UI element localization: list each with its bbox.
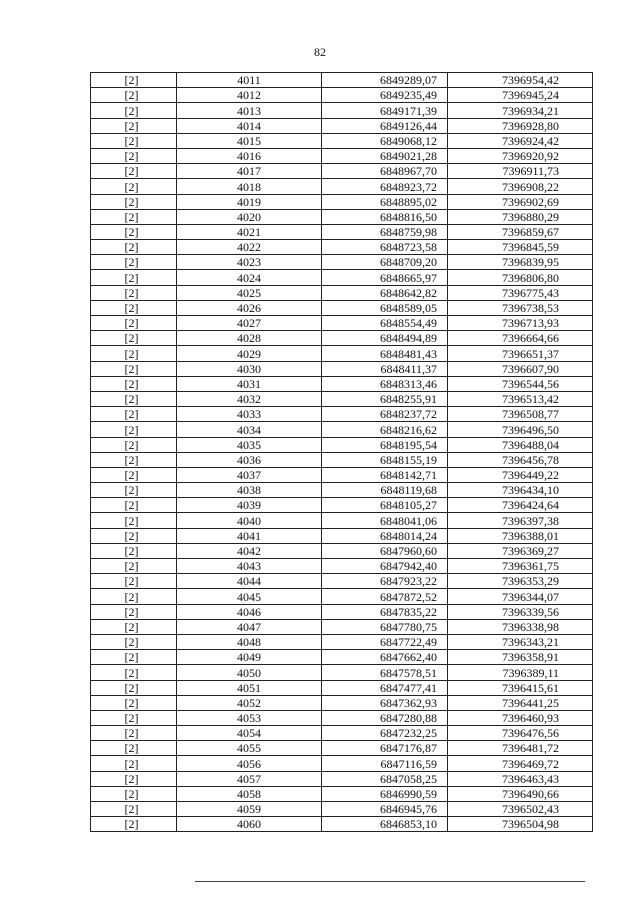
reference-cell: [2] — [91, 194, 177, 209]
table-row — [91, 802, 593, 817]
x-coordinate-cell: 6849235,49 — [322, 88, 448, 103]
table-row — [91, 665, 593, 680]
reference-cell: [2] — [91, 771, 177, 786]
reference-cell: [2] — [91, 680, 177, 695]
x-coordinate-cell: 6847232,25 — [322, 726, 448, 741]
reference-cell: [2] — [91, 741, 177, 756]
reference-cell: [2] — [91, 483, 177, 498]
table-row — [91, 164, 593, 179]
reference-cell: [2] — [91, 498, 177, 513]
point-number-cell: 4048 — [177, 634, 322, 649]
reference-cell: [2] — [91, 255, 177, 270]
point-number-cell: 4032 — [177, 391, 322, 406]
x-coordinate-cell: 6848255,91 — [322, 391, 448, 406]
table-row — [91, 361, 593, 376]
table-row — [91, 391, 593, 406]
y-coordinate-cell: 7396775,43 — [448, 285, 593, 300]
x-coordinate-cell: 6848816,50 — [322, 209, 448, 224]
point-number-cell: 4023 — [177, 255, 322, 270]
x-coordinate-cell: 6848313,46 — [322, 376, 448, 391]
point-number-cell: 4036 — [177, 452, 322, 467]
x-coordinate-cell: 6849171,39 — [322, 103, 448, 118]
point-number-cell: 4017 — [177, 164, 322, 179]
x-coordinate-cell: 6848105,27 — [322, 498, 448, 513]
point-number-cell: 4024 — [177, 270, 322, 285]
y-coordinate-cell: 7396911,73 — [448, 164, 593, 179]
x-coordinate-cell: 6847578,51 — [322, 665, 448, 680]
x-coordinate-cell: 6847280,88 — [322, 710, 448, 725]
table-row — [91, 619, 593, 634]
table-row — [91, 528, 593, 543]
reference-cell: [2] — [91, 695, 177, 710]
x-coordinate-cell: 6847662,40 — [322, 650, 448, 665]
table-row — [91, 88, 593, 103]
x-coordinate-cell: 6847923,22 — [322, 574, 448, 589]
reference-cell: [2] — [91, 817, 177, 832]
table-row — [91, 240, 593, 255]
table-row — [91, 771, 593, 786]
reference-cell: [2] — [91, 316, 177, 331]
point-number-cell: 4049 — [177, 650, 322, 665]
x-coordinate-cell: 6848895,02 — [322, 194, 448, 209]
y-coordinate-cell: 7396924,42 — [448, 133, 593, 148]
y-coordinate-cell: 7396508,77 — [448, 407, 593, 422]
reference-cell: [2] — [91, 422, 177, 437]
reference-cell: [2] — [91, 391, 177, 406]
table-row — [91, 741, 593, 756]
x-coordinate-cell: 6848589,05 — [322, 300, 448, 315]
y-coordinate-cell: 7396908,22 — [448, 179, 593, 194]
x-coordinate-cell: 6847176,87 — [322, 741, 448, 756]
reference-cell: [2] — [91, 786, 177, 801]
y-coordinate-cell: 7396544,56 — [448, 376, 593, 391]
table-row — [91, 103, 593, 118]
point-number-cell: 4045 — [177, 589, 322, 604]
x-coordinate-cell: 6847835,22 — [322, 604, 448, 619]
table-row — [91, 179, 593, 194]
x-coordinate-cell: 6848041,06 — [322, 513, 448, 528]
point-number-cell: 4016 — [177, 148, 322, 163]
y-coordinate-cell: 7396513,42 — [448, 391, 593, 406]
table-row — [91, 589, 593, 604]
reference-cell: [2] — [91, 604, 177, 619]
y-coordinate-cell: 7396504,98 — [448, 817, 593, 832]
x-coordinate-cell: 6848642,82 — [322, 285, 448, 300]
table-row — [91, 118, 593, 133]
x-coordinate-cell: 6848155,19 — [322, 452, 448, 467]
y-coordinate-cell: 7396339,56 — [448, 604, 593, 619]
point-number-cell: 4018 — [177, 179, 322, 194]
point-number-cell: 4040 — [177, 513, 322, 528]
point-number-cell: 4034 — [177, 422, 322, 437]
x-coordinate-cell: 6848759,98 — [322, 224, 448, 239]
point-number-cell: 4050 — [177, 665, 322, 680]
y-coordinate-cell: 7396338,98 — [448, 619, 593, 634]
point-number-cell: 4028 — [177, 331, 322, 346]
table-row — [91, 255, 593, 270]
reference-cell: [2] — [91, 118, 177, 133]
x-coordinate-cell: 6848142,71 — [322, 467, 448, 482]
y-coordinate-cell: 7396664,66 — [448, 331, 593, 346]
reference-cell: [2] — [91, 528, 177, 543]
table-row — [91, 133, 593, 148]
y-coordinate-cell: 7396806,80 — [448, 270, 593, 285]
y-coordinate-cell: 7396859,67 — [448, 224, 593, 239]
table-row — [91, 513, 593, 528]
table-row — [91, 316, 593, 331]
page-number: 82 — [314, 45, 326, 59]
bottom-divider — [195, 881, 585, 882]
reference-cell: [2] — [91, 543, 177, 558]
reference-cell: [2] — [91, 240, 177, 255]
table-row — [91, 300, 593, 315]
reference-cell: [2] — [91, 559, 177, 574]
point-number-cell: 4052 — [177, 695, 322, 710]
x-coordinate-cell: 6847477,41 — [322, 680, 448, 695]
y-coordinate-cell: 7396928,80 — [448, 118, 593, 133]
y-coordinate-cell: 7396607,90 — [448, 361, 593, 376]
point-number-cell: 4060 — [177, 817, 322, 832]
reference-cell: [2] — [91, 710, 177, 725]
y-coordinate-cell: 7396481,72 — [448, 741, 593, 756]
table-row — [91, 695, 593, 710]
x-coordinate-cell: 6848709,20 — [322, 255, 448, 270]
table-row — [91, 817, 593, 832]
table-row — [91, 786, 593, 801]
point-number-cell: 4038 — [177, 483, 322, 498]
reference-cell: [2] — [91, 133, 177, 148]
y-coordinate-cell: 7396369,27 — [448, 543, 593, 558]
y-coordinate-cell: 7396713,93 — [448, 316, 593, 331]
reference-cell: [2] — [91, 619, 177, 634]
x-coordinate-cell: 6847116,59 — [322, 756, 448, 771]
table-row — [91, 634, 593, 649]
x-coordinate-cell: 6846990,59 — [322, 786, 448, 801]
x-coordinate-cell: 6848967,70 — [322, 164, 448, 179]
point-number-cell: 4011 — [177, 73, 322, 88]
x-coordinate-cell: 6849068,12 — [322, 133, 448, 148]
x-coordinate-cell: 6848195,54 — [322, 437, 448, 452]
point-number-cell: 4059 — [177, 802, 322, 817]
reference-cell: [2] — [91, 650, 177, 665]
table-row — [91, 650, 593, 665]
coordinates-table — [90, 72, 593, 832]
table-row — [91, 376, 593, 391]
y-coordinate-cell: 7396463,43 — [448, 771, 593, 786]
table-row — [91, 726, 593, 741]
point-number-cell: 4047 — [177, 619, 322, 634]
point-number-cell: 4026 — [177, 300, 322, 315]
reference-cell: [2] — [91, 407, 177, 422]
reference-cell: [2] — [91, 331, 177, 346]
point-number-cell: 4031 — [177, 376, 322, 391]
table-row — [91, 498, 593, 513]
x-coordinate-cell: 6848665,97 — [322, 270, 448, 285]
reference-cell: [2] — [91, 148, 177, 163]
table-row — [91, 710, 593, 725]
x-coordinate-cell: 6847942,40 — [322, 559, 448, 574]
point-number-cell: 4055 — [177, 741, 322, 756]
reference-cell: [2] — [91, 513, 177, 528]
x-coordinate-cell: 6848554,49 — [322, 316, 448, 331]
table-row — [91, 543, 593, 558]
reference-cell: [2] — [91, 467, 177, 482]
y-coordinate-cell: 7396389,11 — [448, 665, 593, 680]
y-coordinate-cell: 7396496,50 — [448, 422, 593, 437]
table-row — [91, 452, 593, 467]
point-number-cell: 4021 — [177, 224, 322, 239]
x-coordinate-cell: 6847058,25 — [322, 771, 448, 786]
reference-cell: [2] — [91, 103, 177, 118]
table-row — [91, 680, 593, 695]
y-coordinate-cell: 7396954,42 — [448, 73, 593, 88]
y-coordinate-cell: 7396651,37 — [448, 346, 593, 361]
point-number-cell: 4043 — [177, 559, 322, 574]
y-coordinate-cell: 7396902,69 — [448, 194, 593, 209]
table-row — [91, 437, 593, 452]
reference-cell: [2] — [91, 361, 177, 376]
y-coordinate-cell: 7396469,72 — [448, 756, 593, 771]
point-number-cell: 4039 — [177, 498, 322, 513]
point-number-cell: 4014 — [177, 118, 322, 133]
table-row — [91, 209, 593, 224]
y-coordinate-cell: 7396934,21 — [448, 103, 593, 118]
point-number-cell: 4044 — [177, 574, 322, 589]
table-row — [91, 467, 593, 482]
reference-cell: [2] — [91, 452, 177, 467]
y-coordinate-cell: 7396353,29 — [448, 574, 593, 589]
point-number-cell: 4051 — [177, 680, 322, 695]
table-row — [91, 224, 593, 239]
reference-cell: [2] — [91, 589, 177, 604]
point-number-cell: 4035 — [177, 437, 322, 452]
point-number-cell: 4025 — [177, 285, 322, 300]
x-coordinate-cell: 6848923,72 — [322, 179, 448, 194]
y-coordinate-cell: 7396738,53 — [448, 300, 593, 315]
point-number-cell: 4013 — [177, 103, 322, 118]
point-number-cell: 4037 — [177, 467, 322, 482]
y-coordinate-cell: 7396488,04 — [448, 437, 593, 452]
x-coordinate-cell: 6849289,07 — [322, 73, 448, 88]
reference-cell: [2] — [91, 300, 177, 315]
y-coordinate-cell: 7396880,29 — [448, 209, 593, 224]
table-row — [91, 407, 593, 422]
x-coordinate-cell: 6849021,28 — [322, 148, 448, 163]
point-number-cell: 4046 — [177, 604, 322, 619]
x-coordinate-cell: 6847722,49 — [322, 634, 448, 649]
y-coordinate-cell: 7396476,56 — [448, 726, 593, 741]
x-coordinate-cell: 6848723,58 — [322, 240, 448, 255]
table-row — [91, 604, 593, 619]
reference-cell: [2] — [91, 756, 177, 771]
reference-cell: [2] — [91, 726, 177, 741]
y-coordinate-cell: 7396502,43 — [448, 802, 593, 817]
y-coordinate-cell: 7396358,91 — [448, 650, 593, 665]
reference-cell: [2] — [91, 574, 177, 589]
x-coordinate-cell: 6848411,37 — [322, 361, 448, 376]
x-coordinate-cell: 6848216,62 — [322, 422, 448, 437]
y-coordinate-cell: 7396839,95 — [448, 255, 593, 270]
y-coordinate-cell: 7396343,21 — [448, 634, 593, 649]
x-coordinate-cell: 6847960,60 — [322, 543, 448, 558]
x-coordinate-cell: 6848481,43 — [322, 346, 448, 361]
y-coordinate-cell: 7396490,66 — [448, 786, 593, 801]
x-coordinate-cell: 6847362,93 — [322, 695, 448, 710]
reference-cell: [2] — [91, 270, 177, 285]
y-coordinate-cell: 7396415,61 — [448, 680, 593, 695]
reference-cell: [2] — [91, 346, 177, 361]
reference-cell: [2] — [91, 437, 177, 452]
reference-cell: [2] — [91, 88, 177, 103]
table-row — [91, 148, 593, 163]
x-coordinate-cell: 6849126,44 — [322, 118, 448, 133]
point-number-cell: 4015 — [177, 133, 322, 148]
reference-cell: [2] — [91, 802, 177, 817]
y-coordinate-cell: 7396460,93 — [448, 710, 593, 725]
y-coordinate-cell: 7396456,78 — [448, 452, 593, 467]
x-coordinate-cell: 6848494,89 — [322, 331, 448, 346]
point-number-cell: 4030 — [177, 361, 322, 376]
x-coordinate-cell: 6848237,72 — [322, 407, 448, 422]
point-number-cell: 4056 — [177, 756, 322, 771]
point-number-cell: 4027 — [177, 316, 322, 331]
point-number-cell: 4054 — [177, 726, 322, 741]
point-number-cell: 4019 — [177, 194, 322, 209]
table-row — [91, 483, 593, 498]
x-coordinate-cell: 6848014,24 — [322, 528, 448, 543]
x-coordinate-cell: 6846945,76 — [322, 802, 448, 817]
y-coordinate-cell: 7396945,24 — [448, 88, 593, 103]
table-row — [91, 559, 593, 574]
y-coordinate-cell: 7396388,01 — [448, 528, 593, 543]
reference-cell: [2] — [91, 224, 177, 239]
reference-cell: [2] — [91, 164, 177, 179]
table-row — [91, 346, 593, 361]
y-coordinate-cell: 7396424,64 — [448, 498, 593, 513]
reference-cell: [2] — [91, 376, 177, 391]
table-row — [91, 331, 593, 346]
table-row — [91, 194, 593, 209]
table-row — [91, 422, 593, 437]
x-coordinate-cell: 6846853,10 — [322, 817, 448, 832]
point-number-cell: 4042 — [177, 543, 322, 558]
reference-cell: [2] — [91, 665, 177, 680]
point-number-cell: 4033 — [177, 407, 322, 422]
point-number-cell: 4057 — [177, 771, 322, 786]
table-row — [91, 270, 593, 285]
table-row — [91, 73, 593, 88]
x-coordinate-cell: 6848119,68 — [322, 483, 448, 498]
reference-cell: [2] — [91, 285, 177, 300]
x-coordinate-cell: 6847872,52 — [322, 589, 448, 604]
point-number-cell: 4058 — [177, 786, 322, 801]
point-number-cell: 4041 — [177, 528, 322, 543]
table-row — [91, 574, 593, 589]
reference-cell: [2] — [91, 634, 177, 649]
x-coordinate-cell: 6847780,75 — [322, 619, 448, 634]
y-coordinate-cell: 7396449,22 — [448, 467, 593, 482]
y-coordinate-cell: 7396361,75 — [448, 559, 593, 574]
coordinates-table-body — [91, 73, 593, 832]
y-coordinate-cell: 7396434,10 — [448, 483, 593, 498]
point-number-cell: 4012 — [177, 88, 322, 103]
table-row — [91, 756, 593, 771]
reference-cell: [2] — [91, 209, 177, 224]
y-coordinate-cell: 7396441,25 — [448, 695, 593, 710]
reference-cell: [2] — [91, 73, 177, 88]
y-coordinate-cell: 7396845,59 — [448, 240, 593, 255]
point-number-cell: 4029 — [177, 346, 322, 361]
point-number-cell: 4053 — [177, 710, 322, 725]
point-number-cell: 4022 — [177, 240, 322, 255]
y-coordinate-cell: 7396920,92 — [448, 148, 593, 163]
point-number-cell: 4020 — [177, 209, 322, 224]
table-row — [91, 285, 593, 300]
y-coordinate-cell: 7396344,07 — [448, 589, 593, 604]
y-coordinate-cell: 7396397,38 — [448, 513, 593, 528]
reference-cell: [2] — [91, 179, 177, 194]
